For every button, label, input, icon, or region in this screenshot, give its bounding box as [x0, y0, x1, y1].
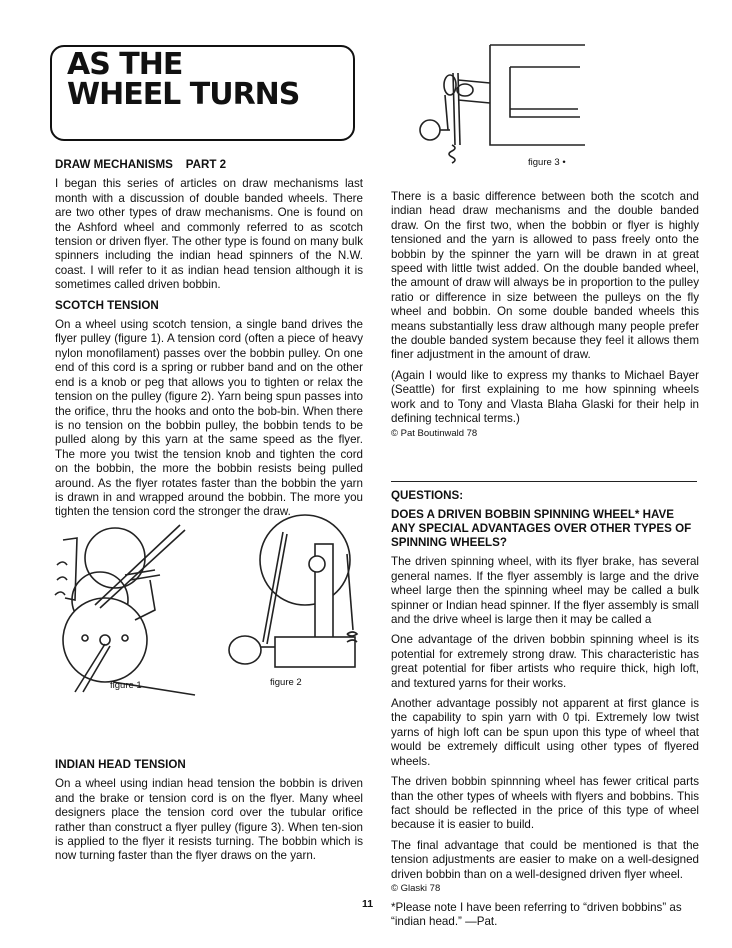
figure-1-illustration	[55, 520, 195, 690]
answer-paragraph-4: The driven bobbin spinnning wheel has fewer critical parts than the other types of wheels with flyers and bobbins. This fact should be reflected in the price of this type of wheel because it is easier to build.	[391, 775, 699, 832]
question-text: DOES A DRIVEN BOBBIN SPINNING WHEEL* HAVE ANY SPECIAL ADVANTAGES OVER OTHER TYPES OF SPINNING WHEELS?	[391, 508, 692, 550]
indian-head-paragraph: On a wheel using indian head tension the bobbin is driven and the brake or tension cord is on the flyer. Many wheel designers place the tension cord over the tubular orifice rather than construct a flyer pulley (figure 3). When ten-sion is applied to the flyer it resists turning. The bobbin which is now turning faster than the flyer draws on the yarn.	[55, 777, 363, 863]
figure-2-caption: figure 2	[270, 677, 302, 688]
comparison-paragraph: There is a basic difference between both the scotch and indian head draw mechanisms and the double banded draw. On the first two, when the bobbin or flyer is highly tensioned and the yarn is allowed to pass freely onto the bobbin by the spinner the yarn will be drawn in at great speed with little twist added. On the double banded wheel, the amount of draw will always be in proportion to the pulley ratio or difference in size between the pulleys on the fly wheel and bobbin. On some double banded wheels this means substantially less draw although many people prefer the double banded system because they feel it allows them finer adjustment in the amount of draw.	[391, 190, 699, 362]
title-box	[50, 45, 355, 141]
footnote: *Please note I have been referring to “driven bobbins” as “indian head.” —Pat.	[391, 900, 682, 929]
figure-3-illustration	[420, 45, 600, 165]
figure-1-bobbin-pulley	[63, 598, 147, 682]
figure-2-illustration	[225, 522, 365, 682]
page-number: 11	[362, 898, 374, 910]
answer-paragraph-2: One advantage of the driven bobbin spinning wheel is its potential for extremely strong draw. This characteristic has great potential for fiber artists who require thick, high loft, and textured yarns for their works.	[391, 633, 699, 690]
copyright-glaski: © Glaski 78	[391, 882, 441, 894]
answer-paragraph-3: Another advantage possibly not apparent at first glance is the capability to spin yarn with 0 tpi. Extremely low twist yarns of high loft can be spun upon this type of wheel that would be extremely difficult using other types of flyered wheels.	[391, 697, 699, 768]
figure-1-caption: figure 1	[110, 680, 142, 691]
figure-2-tension-knob	[229, 636, 261, 664]
left-column-bottom	[55, 758, 363, 870]
figure-3-frame	[490, 45, 585, 145]
section-heading-indian-head-tension: INDIAN HEAD TENSION	[55, 758, 186, 771]
page-title	[67, 47, 300, 112]
title-line-2: WHEEL TURNS	[67, 77, 300, 112]
right-column-top	[391, 190, 699, 446]
answer-paragraph-1: The driven spinning wheel, with its flyer brake, has several general names. If the flyer assembly is large and the drive wheel large then the spinning wheel may be called a bulk spinner or Indian head spinner. If the flyer assembly is small and the drive wheel is large then it may be called a	[391, 555, 699, 627]
section-divider	[391, 481, 697, 482]
answer-paragraph-5: The final advantage that could be mentioned is that the tension adjustments are easier to make on a well-designed driven bobbin than on a well-designed driven flyer wheel.	[391, 838, 699, 881]
copyright-pat-boutinwald: © Pat Boutinwald 78	[391, 427, 478, 439]
figure-3-caption: figure 3 •	[528, 157, 566, 168]
left-column-top	[55, 158, 363, 526]
section-heading-scotch-tension: SCOTCH TENSION	[55, 298, 159, 312]
acknowledgement-paragraph: (Again I would like to express my thanks to Michael Bayer (Seattle) for first explaining to me how spinning wheels work and to Tony and Vlasta Blaha Glaski for their help in defining technical terms.)	[391, 368, 699, 426]
figure-2-pulley-wheel	[260, 515, 350, 605]
scotch-tension-paragraph: On a wheel using scotch tension, a single band drives the flyer pulley (figure 1). A tension cord (often a piece of heavy nylon monofilament) passes over the bobbin pulley. On one end of this cord is a spring or rubber band and on the other end is a knob or peg that allows you to tighten or relax the tension on the pulley (figure 2). Yarn being spun passes into the orifice, thru the hooks and onto the bob-bin. When there is no tension on the bobbin pulley, the bobbin tends to be pulled along by this yarn at the same speed as the flyer. The more you twist the tension knob and tighten the cord on the bobbin, the more the bobbin resists being pulled around. As the flyer rotates faster than the bobbin the yarn is drawn in and wrapped around the bobbin. The more you tighten the tension cord the stronger the draw.	[55, 318, 363, 519]
title-line-1: AS THE	[67, 47, 183, 82]
right-column-questions	[391, 489, 699, 936]
section-heading-draw-mechanisms: DRAW MECHANISMS PART 2	[55, 158, 227, 171]
questions-heading: QUESTIONS:	[391, 489, 464, 502]
intro-paragraph: I began this series of articles on draw mechanisms last month with a discussion of double banded wheels. There are two other types of draw mechanisms. One is found on the Ashford wheel and commonly referred to as scotch tension or driven flyer. The other type is found on many bulk spinners including the indian head spinners of the N.W. coast. I will refer to it as indian head tension although it is sometimes called driven bobbin.	[55, 177, 363, 292]
